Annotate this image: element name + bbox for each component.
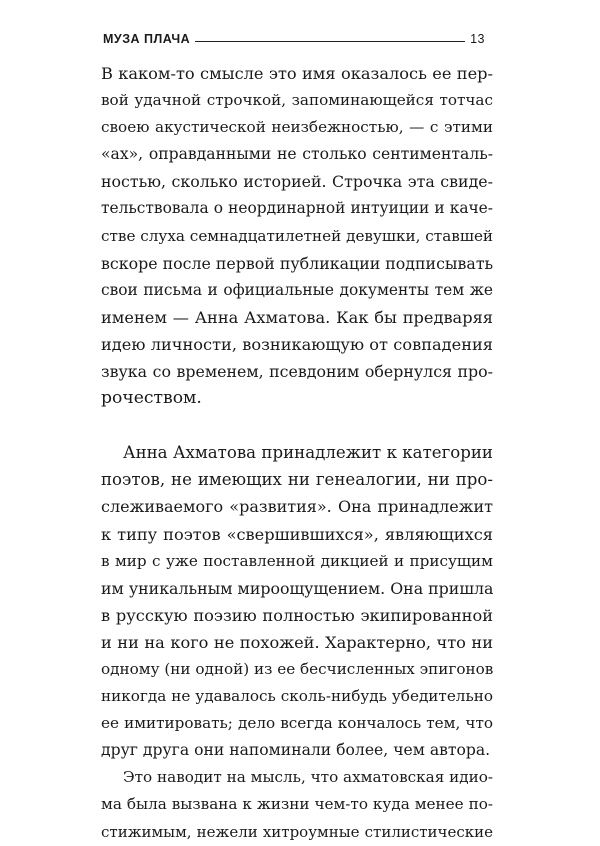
paragraph-2 [101, 439, 493, 764]
text-line: своею акустической неизбежностью, — с этими [101, 118, 493, 137]
text-line: им уникальным мироощущением. Она пришла [101, 578, 493, 598]
text-line: в русскую поэзию полностью экипированной [101, 605, 493, 625]
text-line: в мир с уже поставленной дикцией и присущим [101, 551, 493, 570]
text-line: к типу поэтов «свершившихся», являющихся [101, 524, 493, 544]
text-line: одному (ни одной) из ее бесчисленных эпигонов [101, 659, 493, 678]
text-line: тельствовала о неординарной интуиции и каче- [101, 199, 493, 218]
text-line: рочеством. [101, 388, 202, 409]
text-line: именем — Анна Ахматова. Как бы предваряя [101, 307, 493, 327]
text-line: Это наводит на мысль, что ахматовская идио- [123, 768, 493, 787]
text-line: вой удачной строчкой, запоминающейся тотчас [101, 91, 493, 110]
section-break [101, 412, 493, 439]
paragraph-1 [101, 60, 493, 412]
header-rule [195, 41, 465, 42]
text-line: звука со временем, псевдоним обернулся про- [101, 362, 493, 382]
text-line: ее имитировать; дело всегда кончалось тем, что [101, 714, 493, 733]
text-line: никогда не удавалось сколь-нибудь убедительно [101, 687, 493, 706]
text-line: вскоре после первой публикации подписывать [101, 253, 493, 273]
text-line: В каком-то смысле это имя оказалось ее пер- [101, 64, 493, 83]
body-text [101, 60, 493, 846]
text-line: поэтов, не имеющих ни генеалогии, ни про- [101, 470, 493, 490]
running-header [103, 28, 485, 48]
text-line: «ах», оправданными не столько сентименталь- [101, 145, 493, 164]
paragraph-3 [101, 764, 493, 845]
text-line: и ни на кого не похожей. Характерно, что ни [101, 632, 493, 652]
text-line: друг друга они напоминали более, чем автора. [101, 741, 491, 760]
text-line: слеживаемого «развития». Она принадлежит [101, 497, 493, 517]
text-line: ностью, сколько историей. Строчка эта свиде- [101, 172, 493, 192]
text-line: идею личности, возникающую от совпадения [101, 334, 493, 354]
page-number: 13 [470, 32, 485, 46]
text-line: свои письма и официальные документы тем же [101, 280, 493, 299]
text-line: ма была вызвана к жизни чем-то куда менее по- [101, 795, 493, 814]
text-line: стве слуха семнадцатилетней девушки, ставшей [101, 226, 493, 245]
text-line: Анна Ахматова принадлежит к категории [123, 443, 493, 463]
running-title: МУЗА ПЛАЧА [103, 32, 191, 46]
text-line: стижимым, нежели хитроумные стилистические [101, 822, 493, 841]
